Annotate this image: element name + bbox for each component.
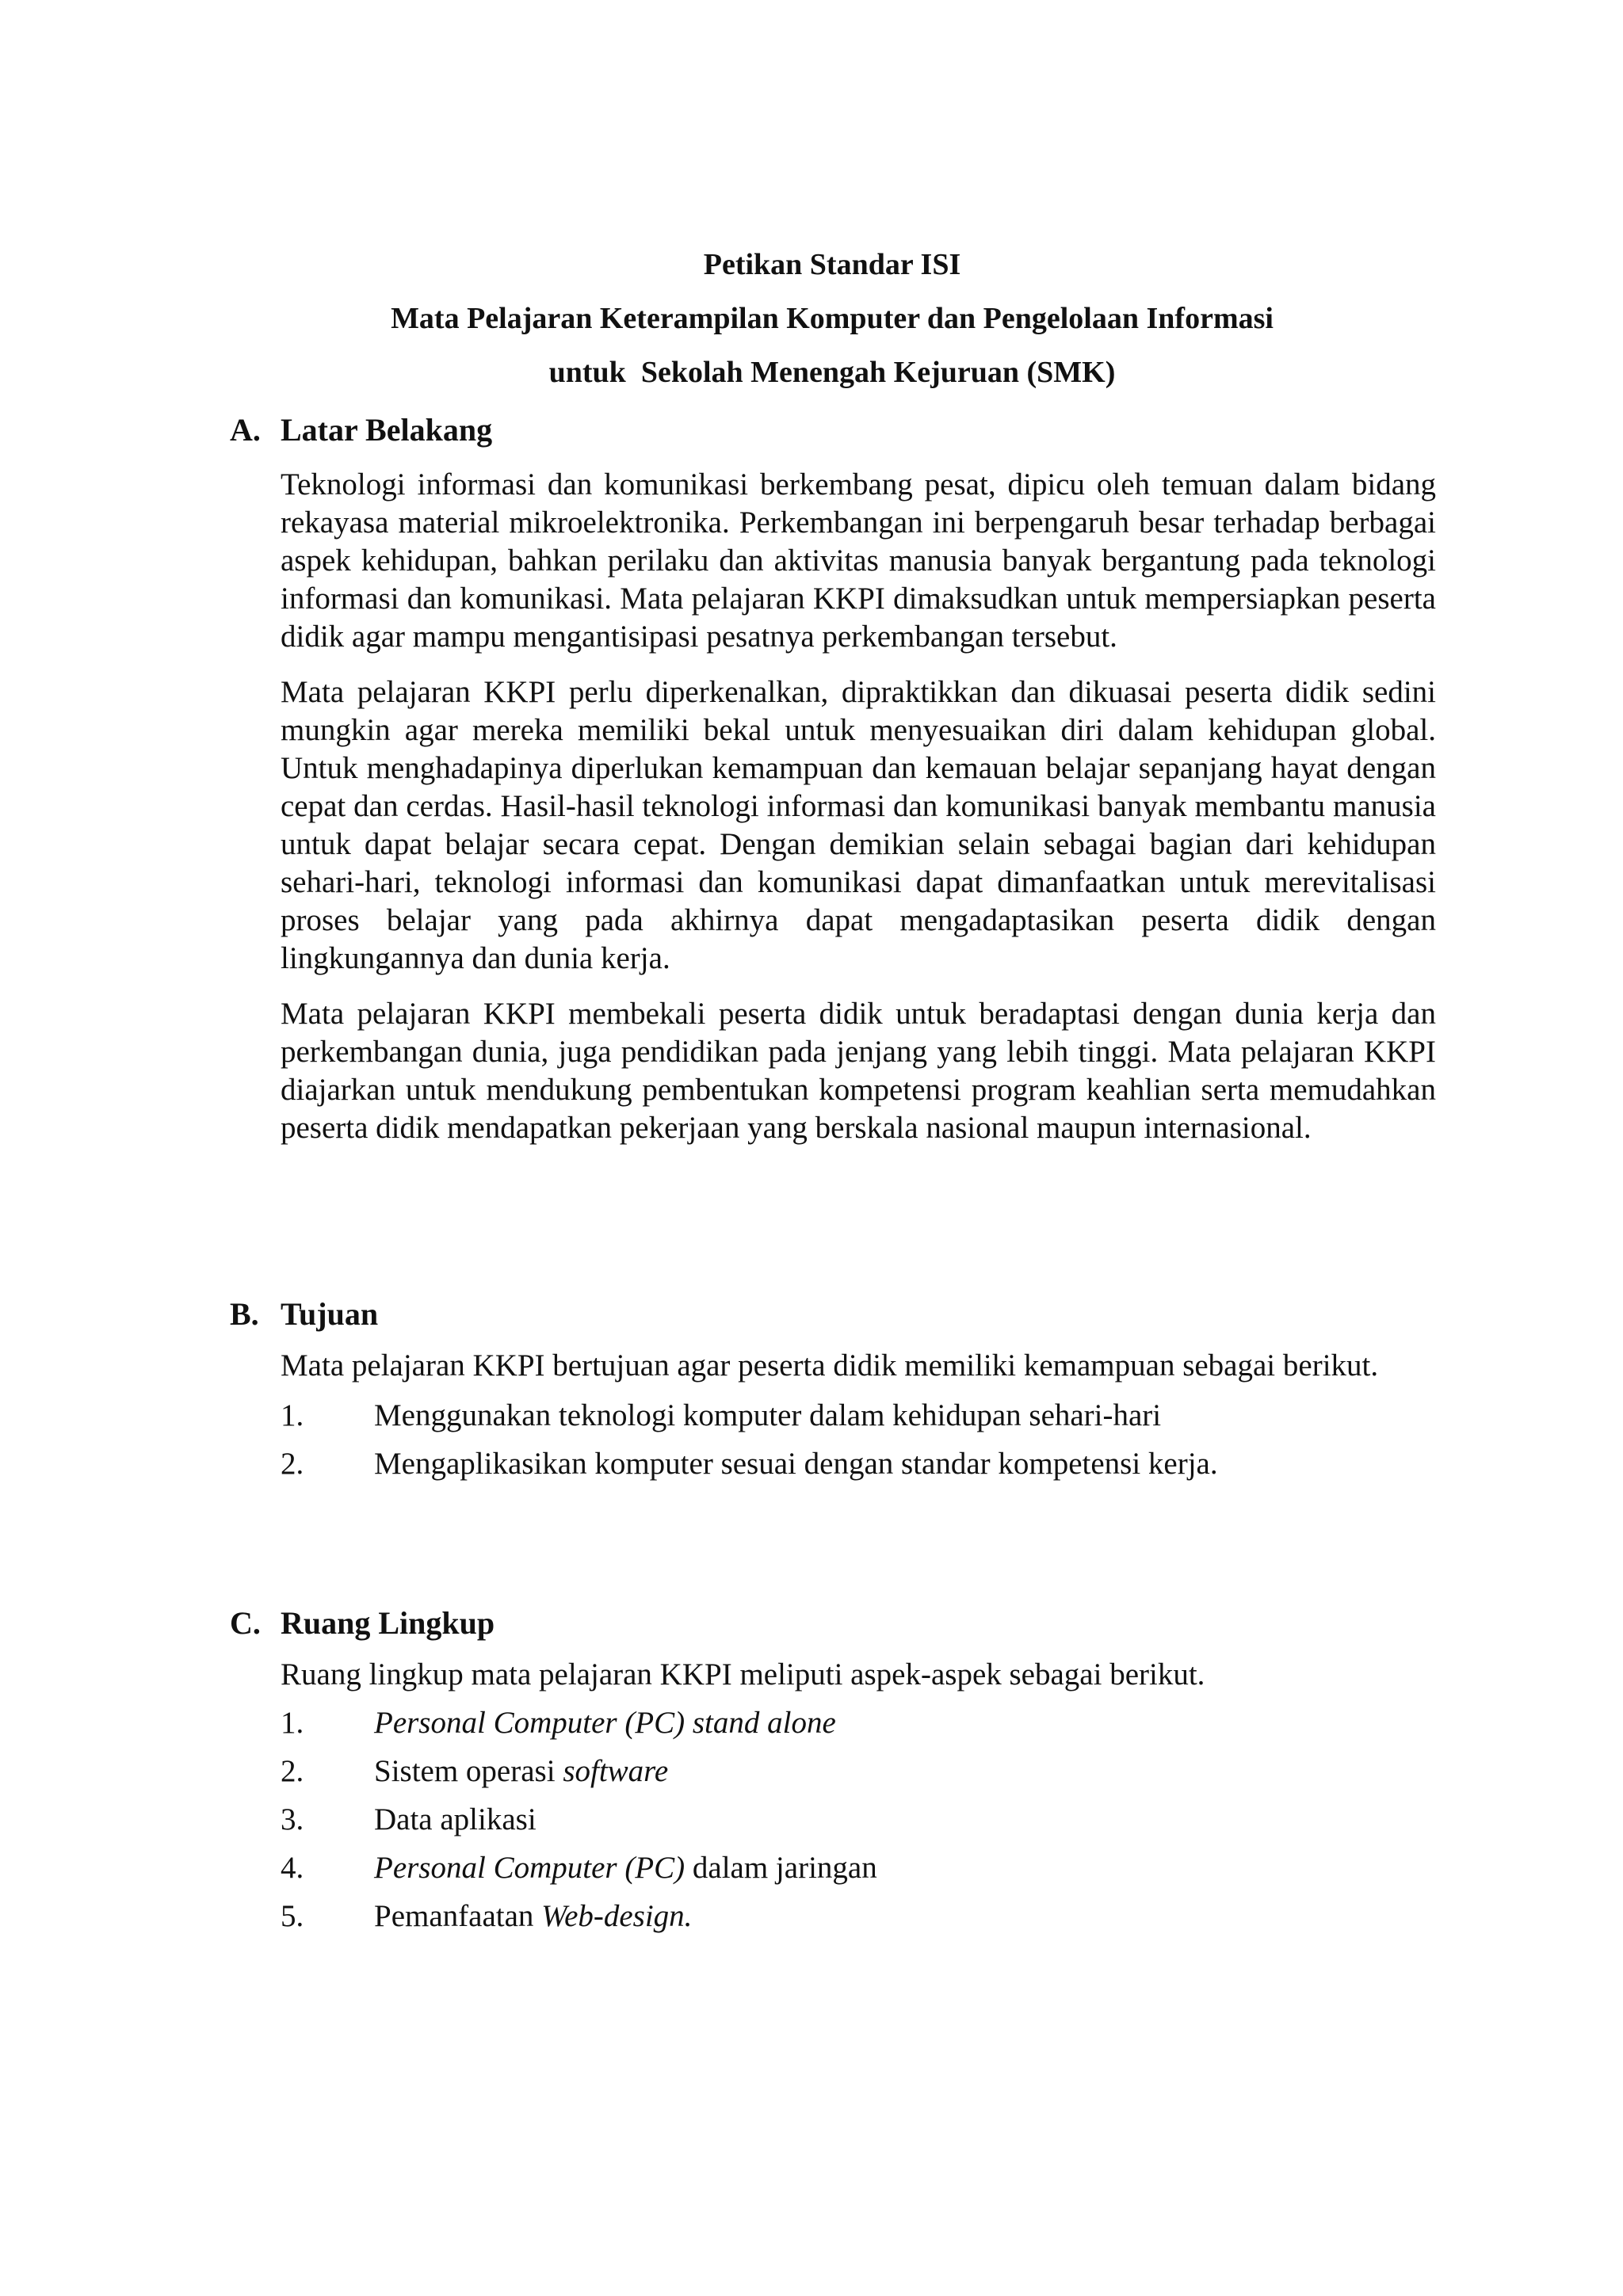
scope-list — [281, 1699, 1436, 1940]
objective-list — [281, 1391, 1436, 1488]
list-item — [281, 1391, 1436, 1440]
list-number: 3. — [281, 1802, 304, 1836]
italic-term: Personal Computer (PC) stand alone — [374, 1706, 836, 1740]
paragraph: Mata pelajaran KKPI membekali peserta didik untuk beradaptasi dengan dunia kerja dan perkembangan dunia, juga pendidikan pada jenjang yang lebih tinggi. Mata pelajaran KKPI diajarkan untuk mendukung pembentukan kompetensi program keahlian serta memudahkan peserta didik mendapatkan pekerjaan yang berskala nasional maupun internasional. — [281, 997, 1436, 1145]
section-body — [281, 1656, 1436, 1940]
list-number: 2. — [281, 1447, 304, 1481]
section-latar-belakang — [230, 406, 1438, 1165]
section-tujuan — [230, 1290, 1438, 1488]
paragraph: Teknologi informasi dan komunikasi berkembang pesat, dipicu oleh temuan dalam bidang rekayasa material mikroelektronika. Perkembangan ini berpengaruh besar terhadap berbagai aspek kehidupan, bahkan perilaku dan aktivitas manusia banyak bergantung pada teknologi informasi dan komunikasi. Mata pelajaran KKPI dimaksudkan untuk mempersiapkan peserta didik agar mampu mengantisipasi pesatnya perkembangan tersebut. — [281, 467, 1436, 654]
list-item — [281, 1440, 1436, 1488]
list-item — [281, 1747, 1436, 1795]
list-number: 4. — [281, 1851, 304, 1885]
section-body — [281, 466, 1436, 1147]
section-heading — [230, 406, 1438, 455]
section-title: Latar Belakang — [281, 412, 493, 448]
list-text: Mengaplikasikan komputer sesuai dengan standar kompetensi kerja. — [374, 1447, 1218, 1481]
italic-term: software — [563, 1754, 669, 1788]
italic-term: Personal Computer (PC) — [374, 1851, 685, 1885]
section-ruang-lingkup — [230, 1599, 1438, 1940]
plain-text: dalam jaringan — [685, 1851, 877, 1885]
italic-term: Web-design. — [541, 1899, 693, 1933]
title-line-3: untuk Sekolah Menengah Kejuruan (SMK) — [548, 356, 1116, 389]
section-heading — [230, 1290, 1438, 1339]
list-item — [281, 1699, 1436, 1747]
section-heading — [230, 1599, 1438, 1648]
plain-text: Sistem operasi — [374, 1754, 563, 1788]
list-number: 2. — [281, 1754, 304, 1788]
list-text: Data aplikasi — [374, 1802, 537, 1836]
list-text — [374, 1747, 668, 1795]
list-text — [374, 1699, 836, 1747]
plain-text: Pemanfaatan — [374, 1899, 542, 1933]
list-item — [281, 1795, 1436, 1844]
section-letter: A. — [230, 412, 261, 448]
list-item — [281, 1844, 1436, 1892]
list-text — [374, 1892, 692, 1940]
list-text: Menggunakan teknologi komputer dalam kehidupan sehari-hari — [374, 1398, 1162, 1432]
section-title: Ruang Lingkup — [281, 1605, 495, 1641]
list-number: 1. — [281, 1706, 304, 1740]
document-title — [230, 238, 1434, 399]
section-title: Tujuan — [281, 1296, 379, 1332]
list-item — [281, 1892, 1436, 1940]
section-letter: B. — [230, 1296, 259, 1332]
list-text — [374, 1844, 877, 1892]
section-letter: C. — [230, 1605, 261, 1641]
section-body — [281, 1347, 1436, 1488]
paragraph: Mata pelajaran KKPI perlu diperkenalkan, dipraktikkan dan dikuasai peserta didik sedini mungkin agar mereka memiliki bekal untuk menyesuaikan diri dalam kehidupan global. Untuk menghadapinya diperlukan kemampuan dan kemauan belajar sepanjang hayat dengan cepat dan cerdas. Hasil-hasil teknologi informasi dan komunikasi banyak membantu manusia untuk dapat belajar secara cepat. Dengan demikian selain sebagai bagian dari kehidupan sehari-hari, teknologi informasi dan komunikasi dapat dimanfaatkan untuk merevitalisasi proses belajar yang pada akhirnya dapat mengadaptasikan peserta didik dengan lingkungannya dan dunia kerja. — [281, 675, 1436, 975]
paragraph: Ruang lingkup mata pelajaran KKPI meliputi aspek-aspek sebagai berikut. — [281, 1657, 1205, 1691]
title-line-2: Mata Pelajaran Keterampilan Komputer dan Pengelolaan Informasi — [391, 302, 1274, 335]
title-line-1: Petikan Standar ISI — [703, 248, 961, 281]
list-number: 1. — [281, 1398, 304, 1432]
list-number: 5. — [281, 1899, 304, 1933]
paragraph: Mata pelajaran KKPI bertujuan agar peserta didik memiliki kemampuan sebagai berikut. — [281, 1348, 1379, 1383]
